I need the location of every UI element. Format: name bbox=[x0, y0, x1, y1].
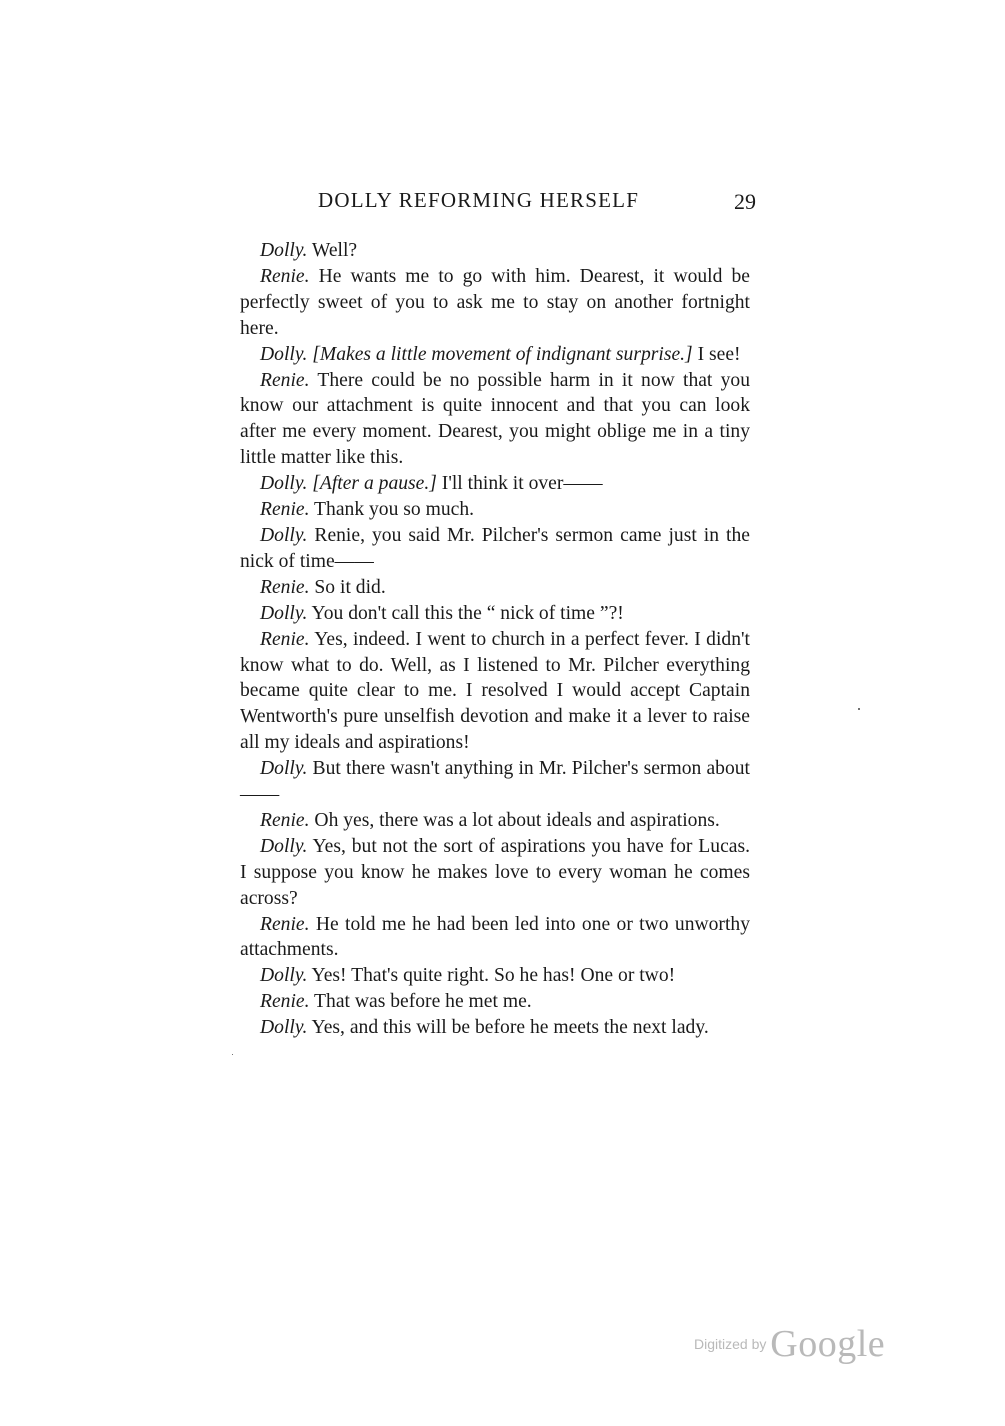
page-number: 29 bbox=[734, 189, 756, 214]
speaker-name: Dolly. bbox=[260, 1017, 308, 1039]
line-text: I see! bbox=[692, 343, 741, 365]
speaker-name: Renie. bbox=[260, 991, 310, 1013]
speaker-name: Dolly. bbox=[260, 240, 308, 261]
dialogue-line bbox=[240, 238, 750, 264]
dialogue-line bbox=[240, 342, 750, 368]
dialogue-line bbox=[240, 601, 750, 627]
line-text: Oh yes, there was a lot about ideals and aspirations. bbox=[309, 809, 720, 831]
line-text: Yes, and this will be before he meets the next lady. bbox=[307, 1017, 709, 1039]
running-title: DOLLY REFORMING HERSELF bbox=[318, 188, 640, 212]
line-text: You don't call this the “ nick of time ”?! bbox=[307, 602, 624, 624]
line-text: Thank you so much. bbox=[309, 499, 475, 521]
dialogue-line bbox=[240, 471, 750, 497]
speaker-name: Dolly. bbox=[260, 343, 308, 365]
stage-direction: [After a pause.] bbox=[307, 473, 437, 495]
dialogue-line bbox=[240, 575, 750, 601]
dialogue-line bbox=[240, 756, 750, 808]
line-text: But there wasn't anything in Mr. Pilcher's sermon about—— bbox=[240, 758, 750, 806]
speaker-name: Dolly. bbox=[260, 473, 308, 495]
speaker-name: Dolly. bbox=[260, 602, 308, 624]
scan-speck bbox=[232, 1054, 233, 1055]
line-text: That was before he met me. bbox=[309, 991, 532, 1013]
speaker-name: Dolly. bbox=[260, 524, 308, 546]
scan-speck bbox=[858, 708, 860, 710]
line-text: Yes, indeed. I went to church in a perfect fever. I didn't know what to do. Well, as I listened to Mr. Pilcher everything became quite clear to me. I resolved I would accept Captain Wentworth's pure unselfish devotion and make it a lever to raise all my ideals and aspirations! bbox=[240, 628, 750, 754]
dialogue-line bbox=[240, 989, 750, 1015]
speaker-name: Renie. bbox=[260, 499, 310, 521]
digitized-watermark bbox=[694, 1322, 885, 1366]
dialogue-line bbox=[240, 1015, 750, 1041]
speaker-name: Dolly. bbox=[260, 835, 308, 857]
speaker-name: Dolly. bbox=[260, 965, 308, 987]
watermark-prefix: Digitized by bbox=[694, 1336, 771, 1352]
dialogue-line bbox=[240, 912, 750, 964]
line-text: He told me he had been led into one or two unworthy attachments. bbox=[240, 913, 750, 961]
dialogue-line bbox=[240, 497, 750, 523]
speaker-name: Dolly. bbox=[260, 758, 308, 780]
dialogue-line bbox=[240, 368, 750, 472]
speaker-name: Renie. bbox=[260, 369, 310, 391]
line-text: So it did. bbox=[309, 576, 386, 598]
google-logo: Google bbox=[770, 1323, 886, 1365]
line-text: He wants me to go with him. Dearest, it would be perfectly sweet of you to ask me to stay on another fortnight here. bbox=[240, 265, 750, 339]
speaker-name: Renie. bbox=[260, 265, 310, 287]
line-text: Well? bbox=[307, 240, 358, 261]
speaker-name: Renie. bbox=[260, 576, 310, 598]
stage-direction: [Makes a little movement of indignant surprise.] bbox=[307, 343, 693, 365]
dialogue-line bbox=[240, 627, 750, 757]
line-text: I'll think it over—— bbox=[436, 473, 603, 495]
speaker-name: Renie. bbox=[260, 628, 310, 650]
dialogue-line bbox=[240, 963, 750, 989]
line-text: Renie, you said Mr. Pilcher's sermon came just in the nick of time—— bbox=[240, 524, 750, 572]
dialogue-line bbox=[240, 834, 750, 912]
dialogue-line bbox=[240, 808, 750, 834]
line-text: There could be no possible harm in it now that you know our attachment is quite innocent and that you can look after me every moment. Dearest, you might oblige me in a tiny little matter like this. bbox=[240, 369, 750, 469]
speaker-name: Renie. bbox=[260, 809, 310, 831]
line-text: Yes! That's quite right. So he has! One or two! bbox=[307, 965, 676, 987]
dialogue-body bbox=[240, 238, 750, 1041]
dialogue-line bbox=[240, 523, 750, 575]
speaker-name: Renie. bbox=[260, 913, 310, 935]
line-text: Yes, but not the sort of aspirations you have for Lucas. I suppose you know he makes love to every woman he comes across? bbox=[240, 835, 750, 909]
dialogue-line bbox=[240, 264, 750, 342]
page-header bbox=[240, 188, 760, 218]
